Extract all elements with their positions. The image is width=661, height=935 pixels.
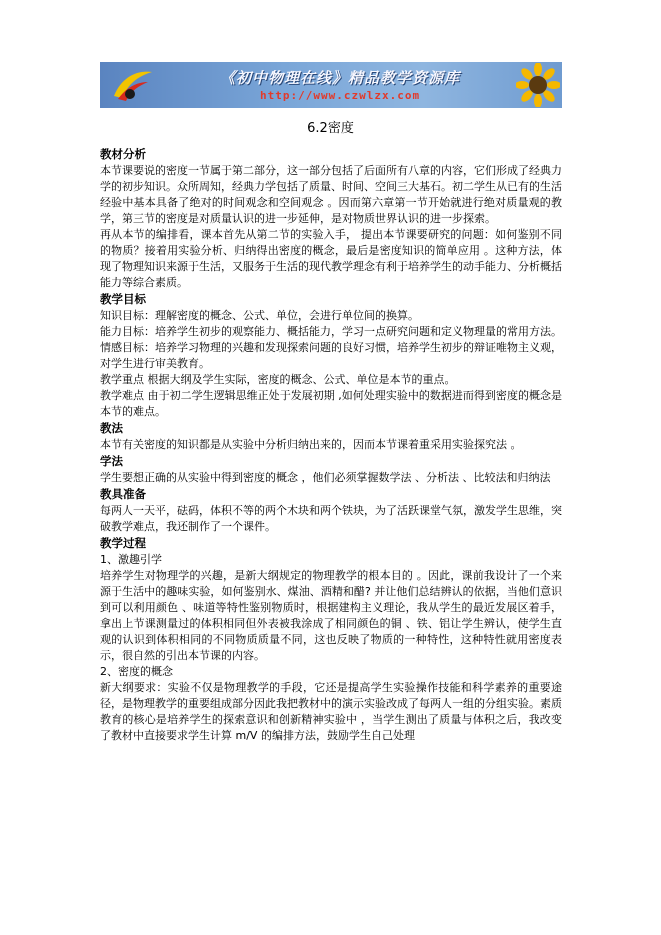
- paragraph: 情感目标：培养学习物理的兴趣和发现探索问题的良好习惯，培养学生初步的辩证唯物主义观，对学生进行审美教育。: [100, 341, 562, 370]
- paragraph: 1、激趣引学: [100, 553, 162, 566]
- document-title: 6.2密度: [307, 121, 354, 136]
- section-heading: 教材分析: [100, 147, 146, 161]
- paragraph: 本节有关密度的知识都是从实验中分析归纳出来的，因而本节课着重采用实验探究法 。: [100, 438, 522, 451]
- section-heading: 教学过程: [100, 536, 146, 550]
- paragraph: 教学重点 根据大纲及学生实际，密度的概念、公式、单位是本节的重点。: [100, 373, 456, 386]
- paragraph: 培养学生对物理学的兴趣，是新大纲规定的物理教学的根本目的 。因此，课前我设计了一个来源于生活中的趣味实验，如何鉴别水、煤油、酒精和醋? 并让他们总结辨认的依据，当他们意识到可以利用颜色 、味道等特性鉴别物质时，根据建构主义理论，我从学生的最近发展区着手，拿出上节课测量过的体积相同但外表被我涂成了相同颜色的铜 、铁、铝让学生辨认，使学生直观的认识到体积相同的不同物质质量不同，这也反映了物质的一种特性，这种特性就用密度表示，很自然的引出本节课的内容。: [100, 569, 562, 662]
- paragraph: 知识目标：理解密度的概念、公式、单位，会进行单位间的换算。: [100, 309, 419, 322]
- document-body: [100, 146, 562, 744]
- paragraph: 2、密度的概念: [100, 665, 173, 678]
- sunflower-icon: [516, 63, 560, 107]
- banner-title: 《初中物理在线》精品教学资源库: [220, 69, 461, 87]
- section-heading: 教具准备: [100, 487, 146, 501]
- paragraph: 教学难点 由于初二学生逻辑思维正处于发展初期 ,如何处理实验中的数据进而得到密度的概念是本节的难点。: [100, 389, 562, 418]
- paragraph: 新大纲要求：实验不仅是物理教学的手段，它还是提高学生实验操作技能和科学素养的重要途径，是物理教学的重要组成部分因此我把教材中的演示实验改成了每两人一组的分组实验。素质教育的核心是培养学生的探索意识和创新精神实验中 ，当学生测出了质量与体积之后，我改变了教材中直接要求学生计算 m/V 的编排方法，鼓励学生自己处理: [100, 681, 562, 742]
- section-heading: 学法: [100, 454, 123, 468]
- paragraph: 能力目标：培养学生初步的观察能力、概括能力，学习一点研究问题和定义物理量的常用方法。: [100, 325, 562, 338]
- banner-url: http://www.czwlzx.com: [260, 89, 421, 102]
- site-logo-icon: [108, 66, 156, 104]
- paragraph: 本节课要说的密度一节属于第二部分，这一部分包括了后面所有八章的内容，它们形成了经典力学的初步知识。众所周知，经典力学包括了质量、时间、空间三大基石。初二学生从已有的生活经验中基本具备了绝对的时间观念和空间观念 。因而第六章第一节开始就进行绝对质量观的教学，第三节的密度是对质量认识的进一步延伸，是对物质世界认识的进一步探索。: [100, 164, 562, 225]
- paragraph: 学生要想正确的从实验中得到密度的概念 ，他们必须掌握数学法 、分析法 、比较法和归纳法: [100, 471, 551, 484]
- section-heading: 教法: [100, 421, 123, 435]
- section-heading: 教学目标: [100, 292, 146, 306]
- paragraph: 每两人一天平，砝码，体积不等的两个木块和两个铁块，为了活跃课堂气氛，激发学生思维，突破教学难点，我还制作了一个课件。: [100, 504, 562, 533]
- paragraph: 再从本节的编排看，课本首先从第二节的实验入手， 提出本节课要研究的问题：如何鉴别不同的物质？接着用实验分析、归纳得出密度的概念，最后是密度知识的简单应用 。这种方法，体现了物理知识来源于生活，又服务于生活的现代教学理念有利于培养学生的动手能力、分析概括能力等综合素质。: [100, 228, 562, 289]
- header-banner: [100, 62, 562, 108]
